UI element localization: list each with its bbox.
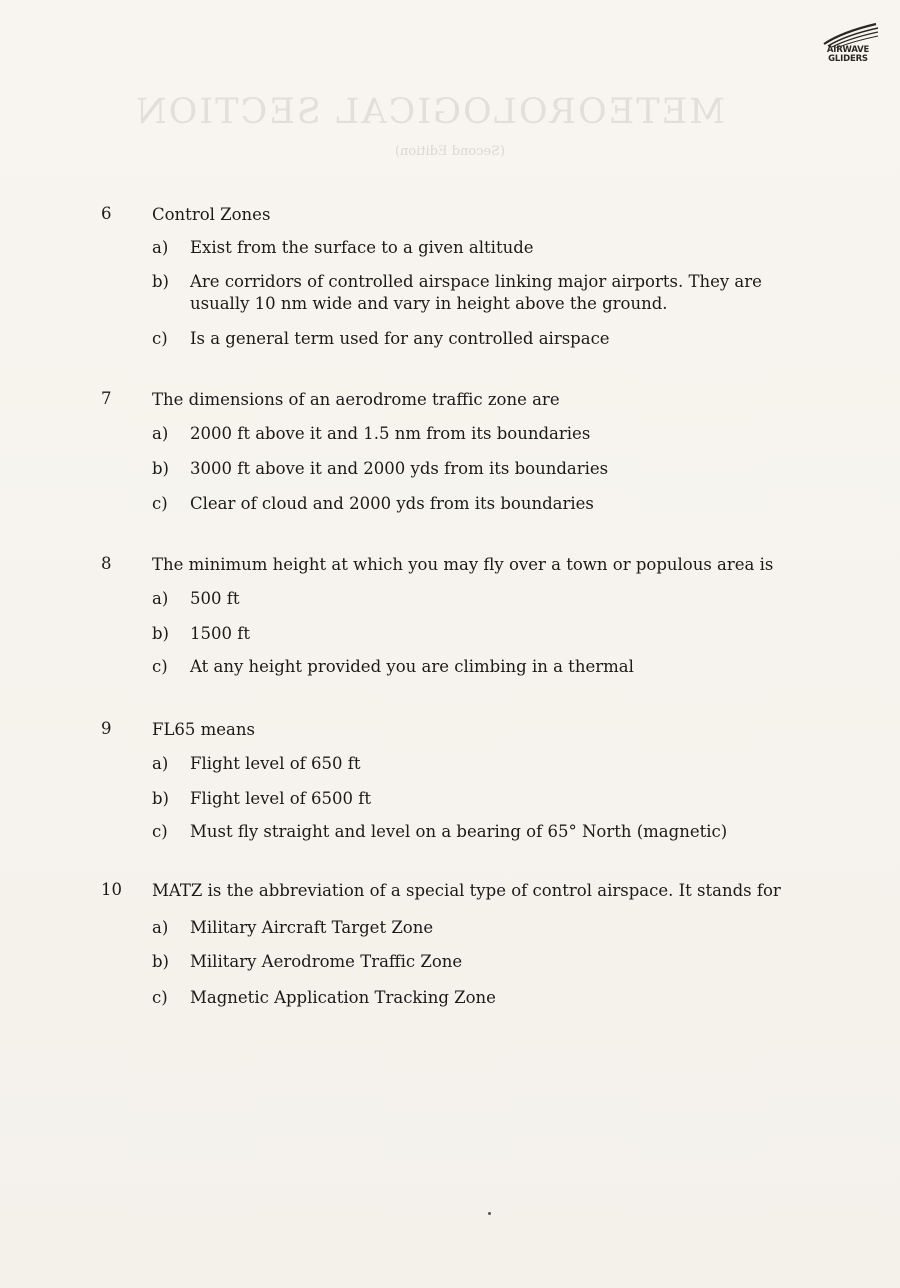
question-text: FL65 means: [152, 720, 255, 739]
option-letter: a): [152, 918, 169, 937]
option-text: Exist from the surface to a given altitude: [190, 238, 534, 257]
question-number: 9: [101, 719, 112, 738]
option-text: Flight level of 650 ft: [190, 754, 361, 773]
question-number: 8: [101, 554, 112, 573]
bleed-through-title: METEOROLOGICAL SECTION: [134, 92, 725, 132]
option-letter: c): [152, 988, 168, 1007]
option-letter: b): [152, 272, 169, 291]
airwave-logo: [812, 22, 884, 70]
option-letter: c): [152, 657, 168, 676]
option-letter: b): [152, 459, 169, 478]
question-text: The dimensions of an aerodrome traffic zone are: [152, 390, 560, 409]
option-letter: b): [152, 789, 169, 808]
logo-wordmark: [812, 46, 884, 64]
logo-line-airwave: AIRWAVE: [826, 45, 870, 55]
option-text: Flight level of 6500 ft: [190, 789, 371, 808]
option-text: 500 ft: [190, 589, 240, 608]
option-letter: b): [152, 624, 169, 643]
option-letter: a): [152, 424, 169, 443]
question-text: Control Zones: [152, 205, 271, 224]
option-letter: a): [152, 754, 169, 773]
option-text: 2000 ft above it and 1.5 nm from its boundaries: [190, 424, 591, 443]
option-letter: a): [152, 589, 169, 608]
option-text: 3000 ft above it and 2000 yds from its boundaries: [190, 459, 609, 478]
option-text: At any height provided you are climbing in a thermal: [190, 657, 634, 676]
logo-line-gliders: GLIDERS: [828, 54, 868, 64]
question-number: 7: [101, 389, 112, 408]
page-mark-dot: [488, 1212, 491, 1215]
option-letter: a): [152, 238, 169, 257]
option-text: Magnetic Application Tracking Zone: [190, 988, 496, 1007]
option-text: Is a general term used for any controlled airspace: [190, 329, 610, 348]
option-text: Are corridors of controlled airspace linking major airports. They are usually 10 nm wide and vary in height above the ground.: [190, 272, 762, 313]
question-number: 10: [101, 880, 122, 899]
option-text: Military Aerodrome Traffic Zone: [190, 952, 463, 971]
option-letter: b): [152, 952, 169, 971]
option-text: Military Aircraft Target Zone: [190, 918, 434, 937]
option-text: 1500 ft: [190, 624, 250, 643]
option-letter: c): [152, 329, 168, 348]
option-text: Must fly straight and level on a bearing of 65° North (magnetic): [190, 822, 728, 841]
bleed-through-subtitle: (Second Edition): [394, 144, 506, 159]
question-text: The minimum height at which you may fly over a town or populous area is: [152, 555, 774, 574]
question-number: 6: [101, 204, 112, 223]
option-text: Clear of cloud and 2000 yds from its boundaries: [190, 494, 594, 513]
option-letter: c): [152, 494, 168, 513]
question-text: MATZ is the abbreviation of a special type of control airspace. It stands for: [152, 881, 781, 900]
option-letter: c): [152, 822, 168, 841]
